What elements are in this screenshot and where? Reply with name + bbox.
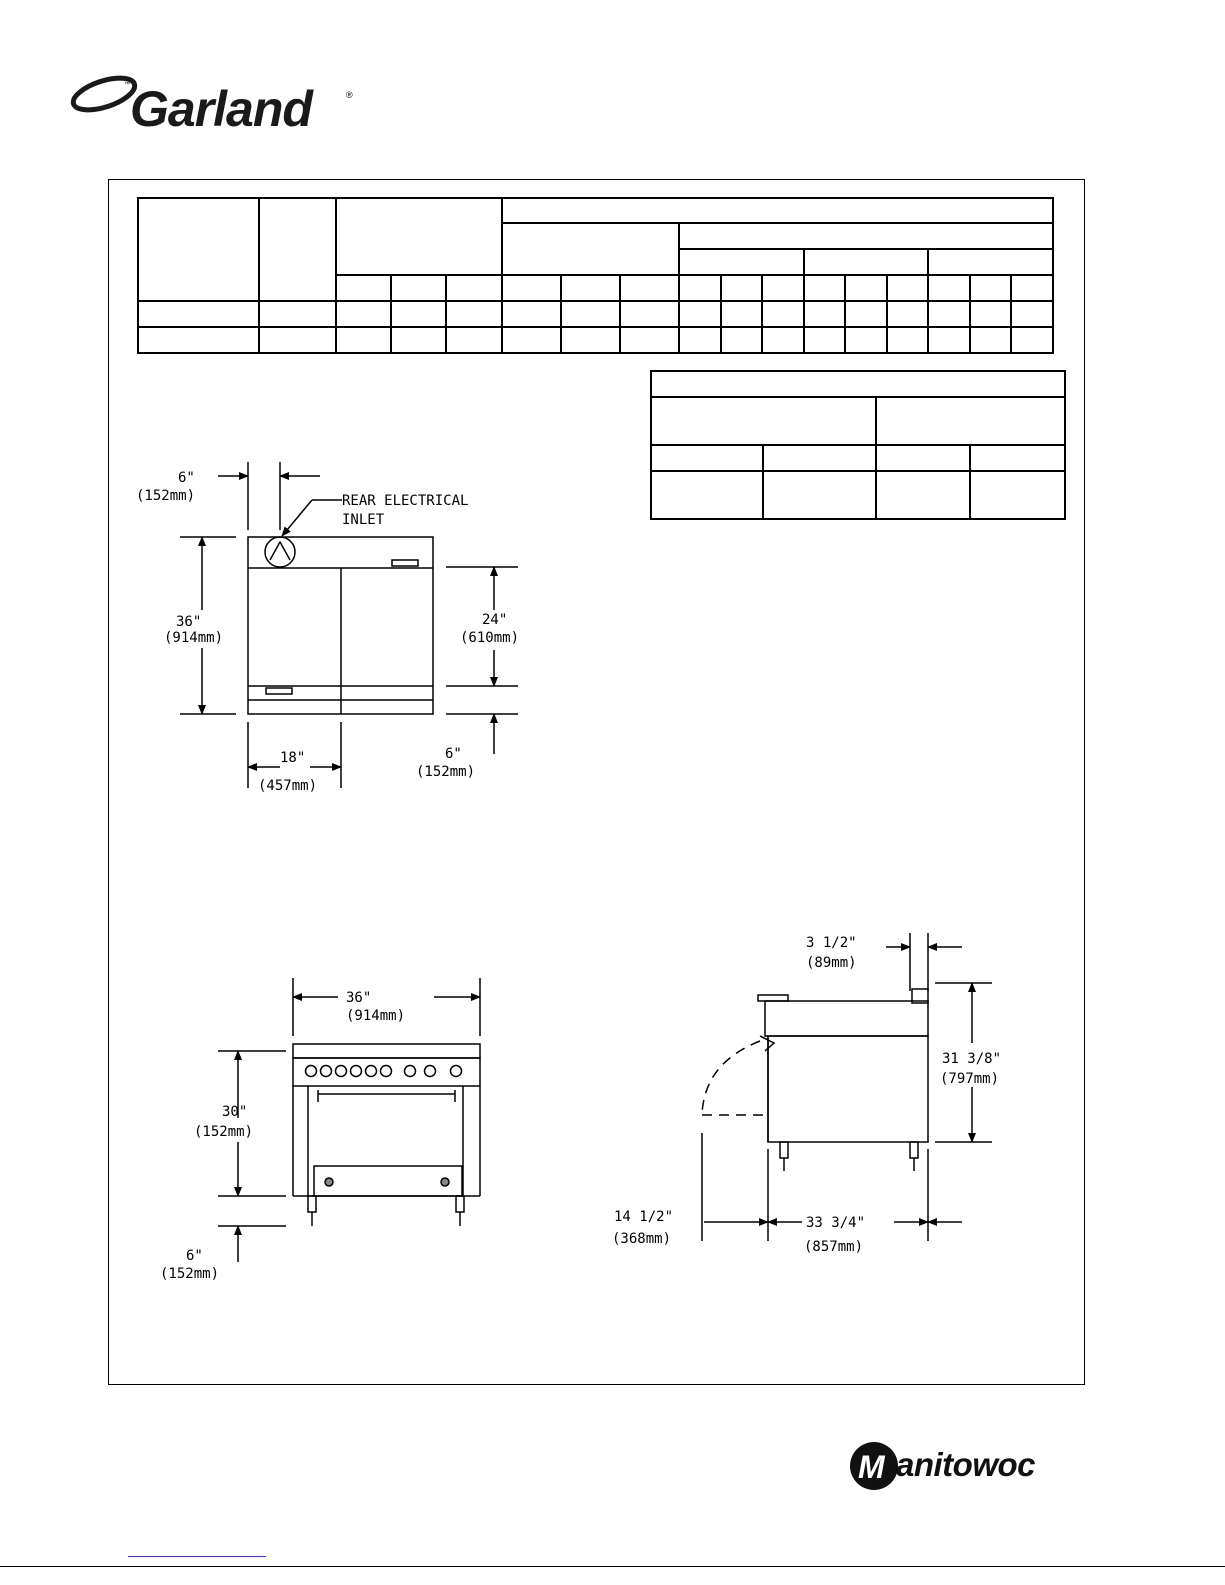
dimension-half-width: 18" [280,750,306,766]
dimension-bottom-offset-mm: (152mm) [416,764,476,780]
table-cell [928,249,1053,275]
manitowoc-wordmark: anitowoc [896,1446,1036,1483]
table-cell [446,275,501,301]
table-cell [1011,301,1053,327]
garland-swoosh-icon [68,68,138,118]
garland-wordmark: Garland [130,81,312,137]
table-cell [763,445,875,471]
table-cell [804,327,846,353]
table-cell [391,275,446,301]
dimension-front-height: 30" [222,1104,248,1120]
dimension-leg: 6" [186,1248,203,1264]
table-cell [620,275,679,301]
table-cell [887,275,929,301]
dimension-front-height-mm: (152mm) [194,1124,254,1140]
table-cell [928,327,970,353]
table-cell [502,198,1053,223]
table-cell [336,275,391,301]
table-cell [876,397,1065,445]
table-cell [679,249,804,275]
dimension-front-width-mm: (914mm) [346,1008,406,1024]
dimension-rear-offset: 6" [178,470,195,486]
table-cell [651,471,763,519]
dimension-backguard: 3 1/2" [806,935,857,951]
dimension-backguard-mm: (89mm) [806,955,857,971]
dimension-rear-offset-mm: (152mm) [136,488,196,504]
table-cell [336,301,391,327]
table-cell [887,301,929,327]
table-cell [679,301,721,327]
dimension-leg-mm: (152mm) [160,1266,220,1282]
rear-electrical-inlet-label-2: INLET [342,512,385,528]
table-cell [876,445,971,471]
table-cell [259,198,336,301]
table-cell [502,275,561,301]
manitowoc-initial: M [858,1449,885,1485]
table-cell [970,327,1012,353]
dimension-front-width: 36" [346,990,372,1006]
table-cell [391,327,446,353]
table-cell [928,301,970,327]
table-cell [928,275,970,301]
rear-electrical-inlet-label: REAR ELECTRICAL [342,493,469,509]
table-cell [336,327,391,353]
table-cell [887,327,929,353]
table-cell [651,397,876,445]
dimension-side-height-mm: (797mm) [940,1071,1000,1087]
table-cell [845,301,887,327]
table-cell [391,301,446,327]
table-cell [721,301,763,327]
table-cell [804,301,846,327]
table-cell [679,223,1053,249]
dimension-right-height: 24" [482,612,508,628]
table-cell [502,327,561,353]
footer-link-underline[interactable] [128,1556,266,1557]
table-cell [845,327,887,353]
table-cell [970,445,1065,471]
side-view-drawing [600,925,1070,1265]
table-cell [561,327,620,353]
table-cell [620,327,679,353]
table-cell [446,327,501,353]
table-cell [1011,275,1053,301]
table-cell [876,471,971,519]
dimension-side-height: 31 3/8" [942,1051,1002,1067]
table-cell [259,327,336,353]
table-cell [679,327,721,353]
dimension-depth: 36" [176,614,202,630]
table-cell [138,198,259,301]
manitowoc-logo [848,1438,1078,1498]
table-cell [970,275,1012,301]
dimension-side-depth-mm: (857mm) [804,1239,864,1255]
table-cell [561,301,620,327]
table-cell [651,371,1065,397]
dimension-side-depth: 33 3/4" [806,1215,866,1231]
table-cell [762,327,804,353]
footer-rule [0,1566,1225,1567]
table-cell [336,198,502,275]
table-cell [1011,327,1053,353]
dimension-half-width-mm: (457mm) [258,778,318,794]
registered-mark: ® [346,90,353,100]
table-cell [502,301,561,327]
table-cell [804,249,929,275]
table-cell [721,327,763,353]
table-cell [620,301,679,327]
table-cell [762,275,804,301]
table-cell [763,471,875,519]
table-cell [651,445,763,471]
table-cell [845,275,887,301]
table-cell [138,301,259,327]
garland-logo [68,68,368,148]
front-view-drawing [150,970,510,1290]
table-cell [762,301,804,327]
table-cell [502,223,680,275]
table-cell [259,301,336,327]
table-cell [679,275,721,301]
table-cell [970,471,1065,519]
table-cell [561,275,620,301]
top-view-drawing [120,450,560,800]
table-row [138,327,1053,353]
table-cell [804,275,846,301]
clearance-table [650,370,1066,520]
dimension-depth-mm: (914mm) [164,630,224,646]
table-row [138,301,1053,327]
table-cell [970,301,1012,327]
dimension-right-height-mm: (610mm) [460,630,520,646]
dimension-bottom-offset: 6" [445,746,462,762]
dimension-door-swing-mm: (368mm) [612,1231,672,1247]
table-cell [721,275,763,301]
dimension-door-swing: 14 1/2" [614,1209,674,1225]
table-cell [138,327,259,353]
specification-table [137,197,1054,354]
manitowoc-emblem-icon [848,1440,900,1492]
table-cell [446,301,501,327]
trademark-mark: ™ [124,82,130,88]
